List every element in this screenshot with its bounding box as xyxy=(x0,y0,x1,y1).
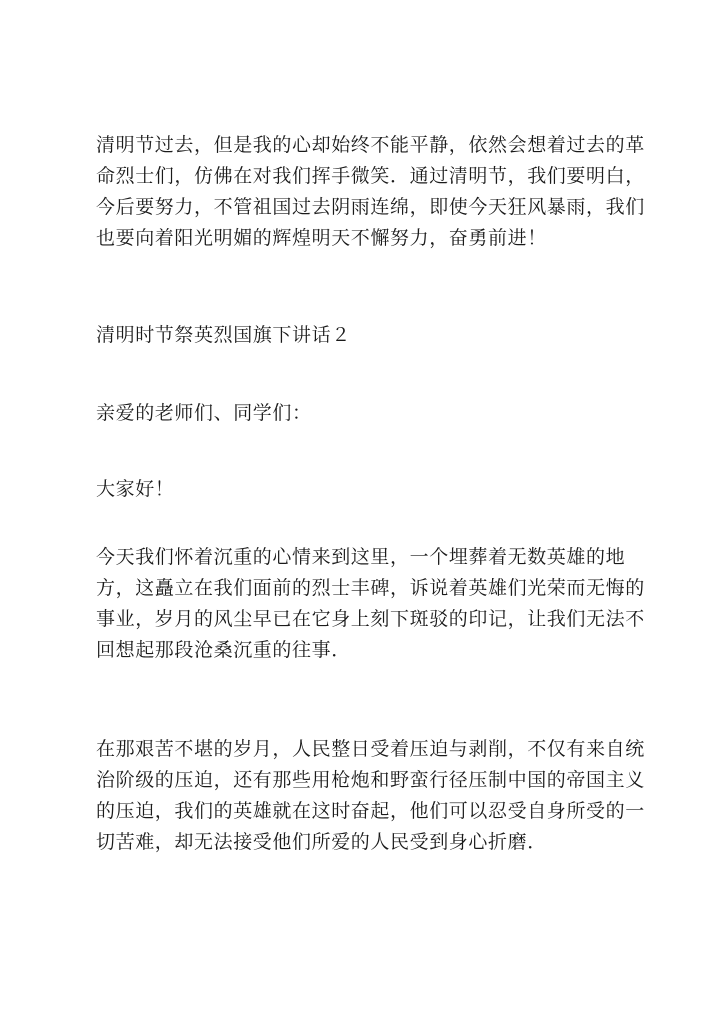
text-line: 也要向着阳光明媚的辉煌明天不懈努力，奋勇前进！ xyxy=(96,227,547,249)
text-line: 命烈士们，仿佛在对我们挥手微笑．通过清明节，我们要明白， xyxy=(96,165,645,187)
text-line: 回想起那段沧桑沉重的往事． xyxy=(96,639,351,661)
section-heading: 清明时节祭英烈国旗下讲话２ xyxy=(96,324,351,346)
text-line: 清明节过去，但是我的心却始终不能平静，依然会想着过去的革 xyxy=(96,134,645,156)
text-line: 的压迫，我们的英雄就在这时奋起，他们可以忍受自身所受的一 xyxy=(96,800,645,822)
text-line: 方，这矗立在我们面前的烈士丰碑，诉说着英雄们光荣而无悔的 xyxy=(96,577,645,599)
text-line: 今天我们怀着沉重的心情来到这里，一个埋葬着无数英雄的地 xyxy=(96,546,626,568)
salutation: 亲爱的老师们、同学们： xyxy=(96,402,312,424)
text-line: 事业，岁月的风尘早已在它身上刻下斑驳的印记，让我们无法不 xyxy=(96,608,645,630)
paragraph-martyrs-monument xyxy=(96,542,644,666)
text-line: 切苦难，却无法接受他们所爱的人民受到身心折磨． xyxy=(96,831,547,853)
text-line: 治阶级的压迫，还有那些用枪炮和野蛮行径压制中国的帝国主义 xyxy=(96,769,645,791)
greeting: 大家好！ xyxy=(96,478,175,500)
text-line: 今后要努力，不管祖国过去阴雨连绵，即使今天狂风暴雨，我们 xyxy=(96,196,645,218)
paragraph-hardship-years xyxy=(96,734,644,858)
text-line: 在那艰苦不堪的岁月，人民整日受着压迫与剥削，不仅有来自统 xyxy=(96,738,645,760)
paragraph-qingming-reflection xyxy=(96,130,644,254)
